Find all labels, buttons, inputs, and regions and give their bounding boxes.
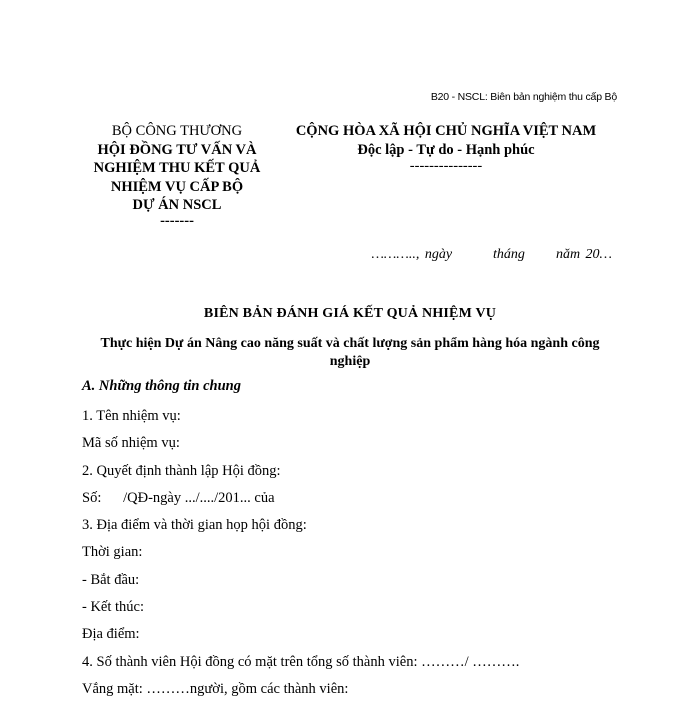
field-end: - Kết thúc: bbox=[82, 599, 145, 616]
field-venue-time: 3. Địa điểm và thời gian họp hội đồng: bbox=[82, 517, 307, 534]
document-subtitle: Thực hiện Dự án Nâng cao năng suất và chất lượng sản phẩm hàng hóa ngành công nghiệp bbox=[100, 336, 600, 369]
date-line bbox=[371, 247, 612, 263]
council-name-line-4: DỰ ÁN NSCL bbox=[132, 197, 222, 213]
national-header bbox=[285, 122, 607, 172]
field-task-name: 1. Tên nhiệm vụ: bbox=[82, 408, 181, 424]
date-month: tháng bbox=[493, 247, 525, 262]
issuing-authority-header bbox=[82, 122, 272, 227]
general-info-lines bbox=[82, 406, 622, 706]
document-title: BIÊN BẢN ĐÁNH GIÁ KẾT QUẢ NHIỆM VỤ bbox=[203, 306, 497, 321]
date-year: năm 20… bbox=[555, 247, 612, 262]
national-motto: Độc lập - Tự do - Hạnh phúc bbox=[357, 142, 535, 158]
council-name-line-2: NGHIỆM THU KẾT QUẢ bbox=[93, 160, 261, 176]
field-decision-number: Số: /QĐ-ngày .../..../201... của bbox=[82, 489, 275, 506]
field-members-present: 4. Số thành viên Hội đồng có mặt trên tổng số thành viên: ………/ ………. bbox=[82, 653, 520, 670]
council-name-line-3: NHIỆM VỤ CẤP BỘ bbox=[110, 178, 244, 195]
section-heading: A. Những thông tin chung bbox=[82, 378, 241, 394]
form-code: B20 - NSCL: Biên bản nghiệm thu cấp Bộ bbox=[430, 91, 617, 103]
field-time: Thời gian: bbox=[82, 544, 143, 561]
field-task-code: Mã số nhiệm vụ: bbox=[82, 435, 180, 452]
country-name: CỘNG HÒA XÃ HỘI CHỦ NGHĨA VIỆT NAM bbox=[295, 123, 597, 139]
field-members-absent: Vắng mặt: ………người, gồm các thành viên: bbox=[82, 680, 349, 697]
left-header-separator: ------- bbox=[160, 212, 194, 229]
council-name-line-1: HỘI ĐỒNG TƯ VẤN VÀ bbox=[97, 141, 257, 158]
field-venue: Địa điểm: bbox=[82, 626, 140, 643]
field-decision: 2. Quyết định thành lập Hội đồng: bbox=[82, 462, 281, 479]
date-place-day: ……….., ngày bbox=[371, 247, 453, 262]
field-start: - Bắt đầu: bbox=[82, 571, 140, 588]
ministry-name: BỘ CÔNG THƯƠNG bbox=[111, 123, 243, 139]
right-header-separator: --------------- bbox=[409, 158, 483, 174]
